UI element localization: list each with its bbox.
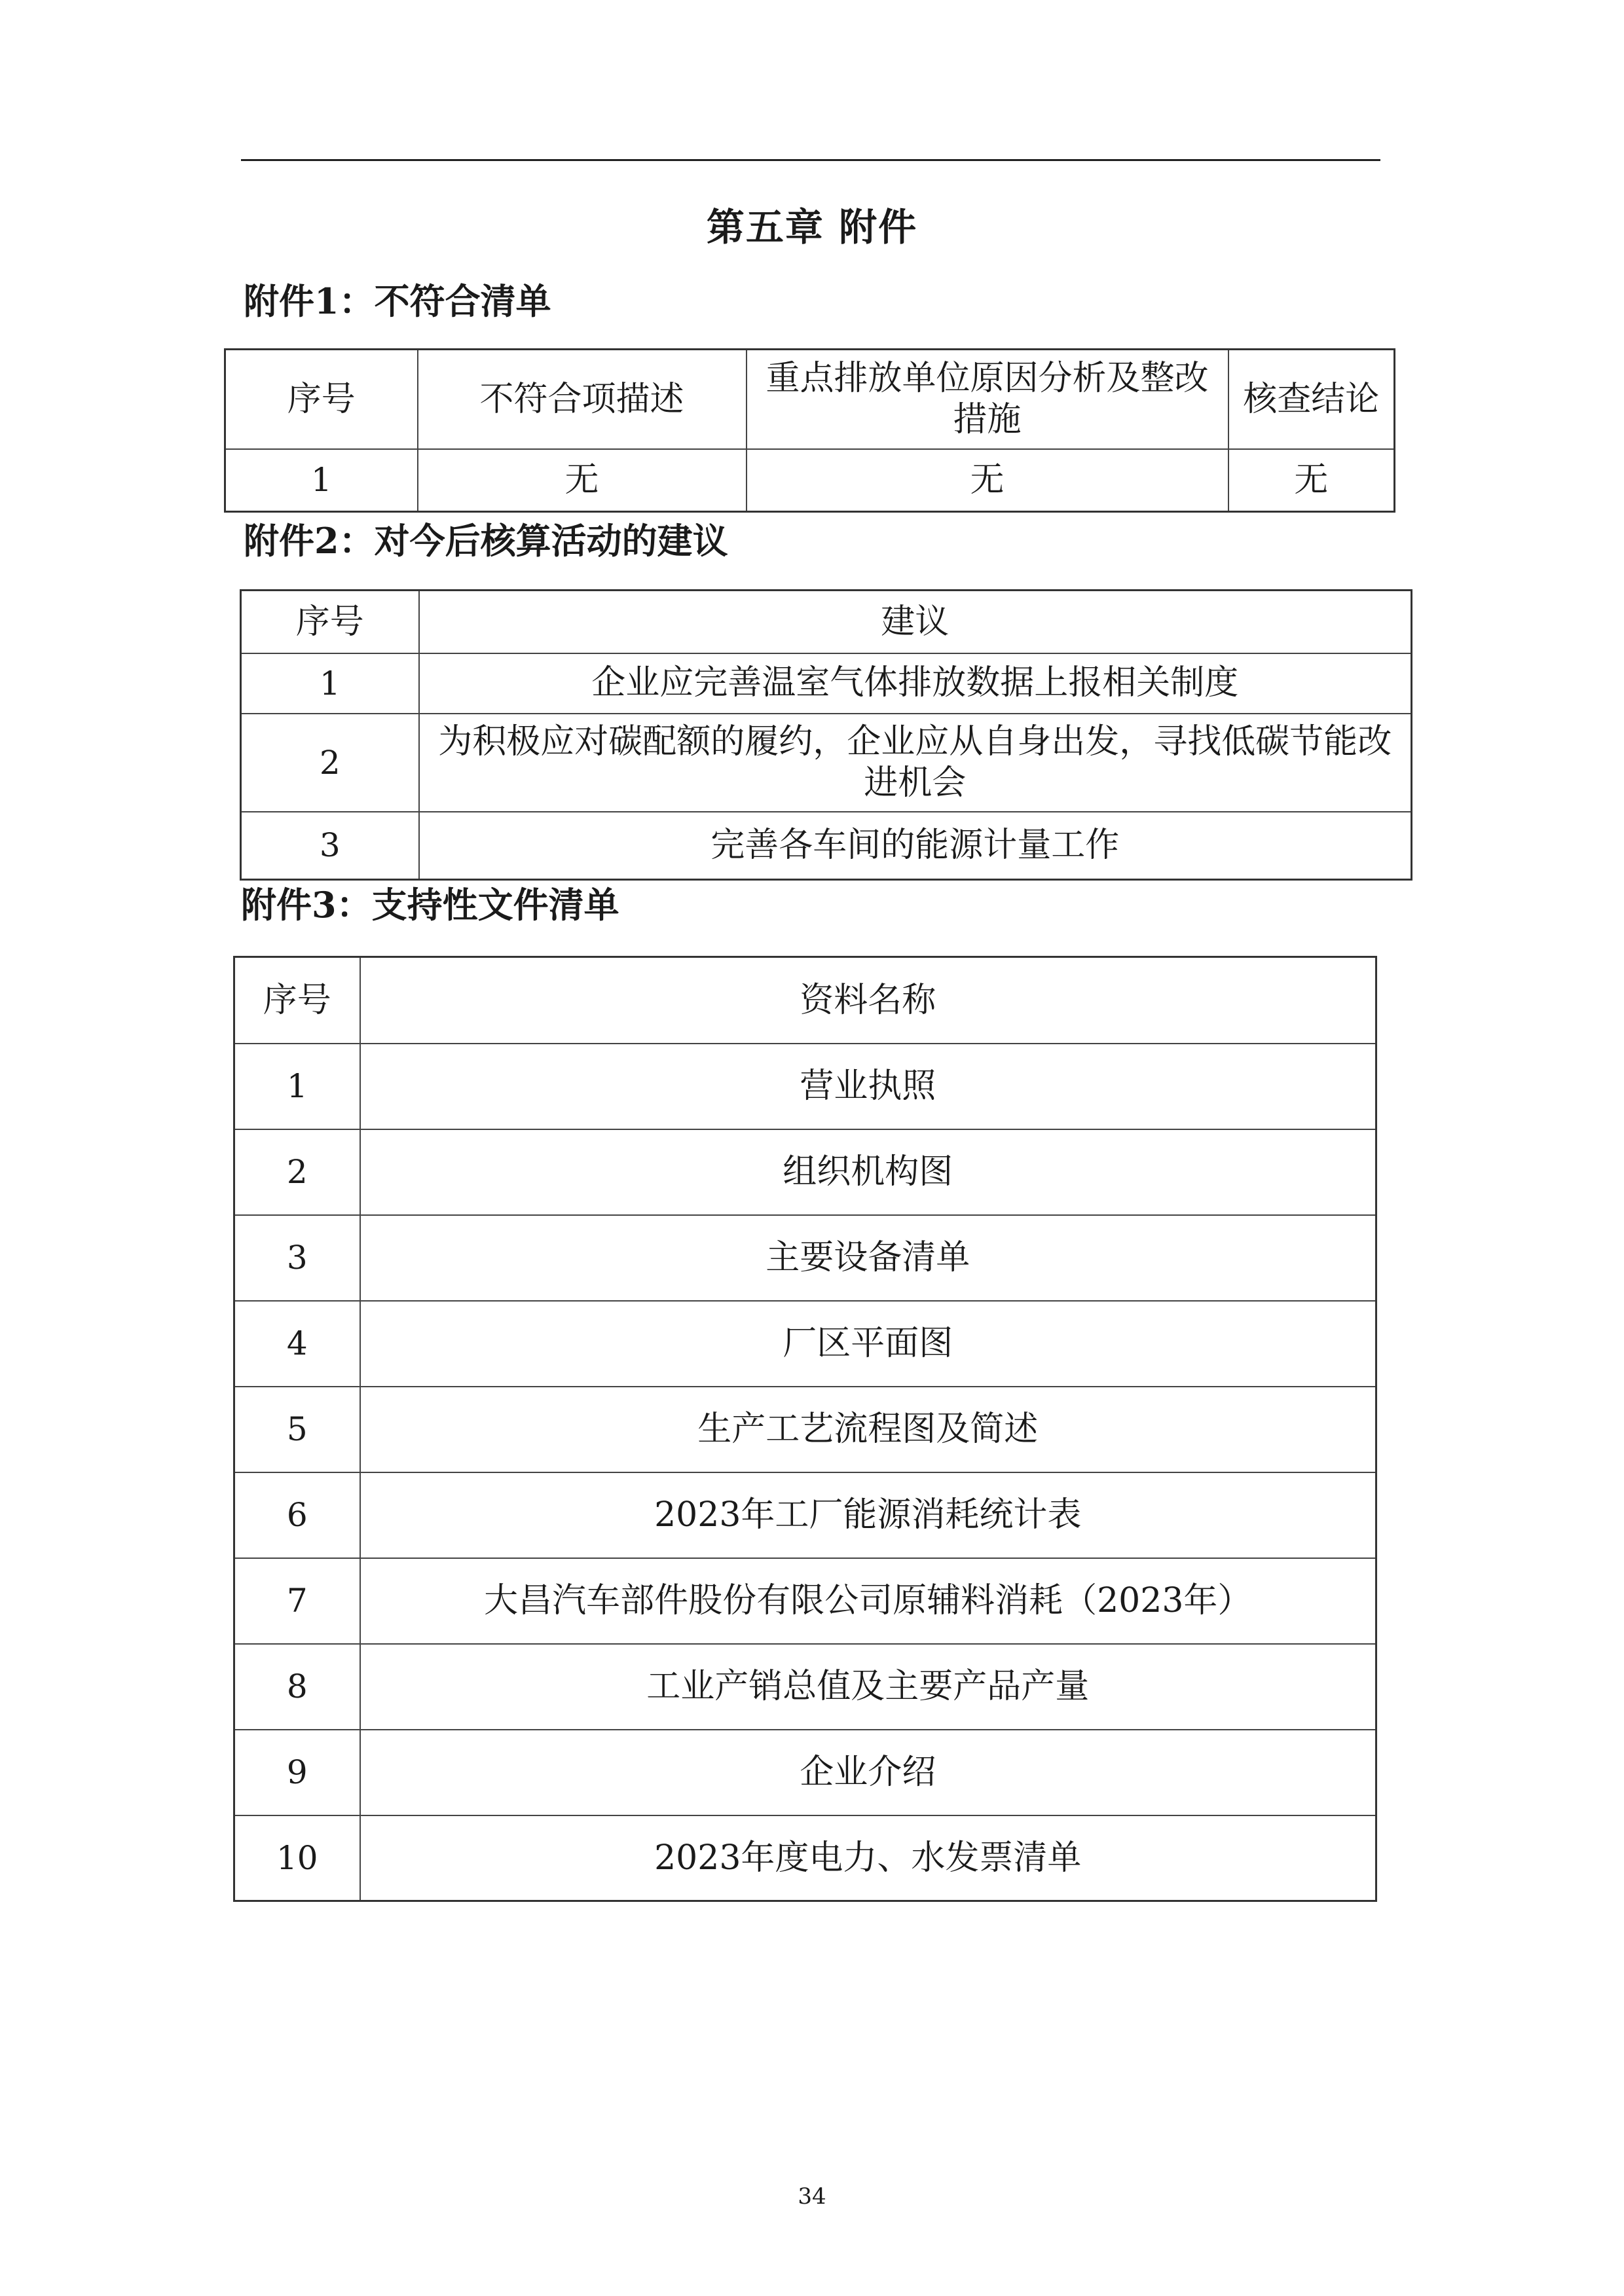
table-row	[234, 1301, 1376, 1387]
table-cell: 组织机构图	[360, 1129, 1376, 1215]
row-number: 3	[241, 812, 419, 880]
table-row	[234, 1558, 1376, 1644]
table-cell: 无	[418, 449, 747, 512]
row-number: 10	[234, 1815, 360, 1901]
nonconformity-table	[224, 348, 1395, 513]
table-cell: 无	[747, 449, 1228, 512]
table-cell: 生产工艺流程图及简述	[360, 1387, 1376, 1472]
table-cell: 2023年工厂能源消耗统计表	[360, 1472, 1376, 1558]
row-number: 3	[234, 1215, 360, 1301]
table-cell: 为积极应对碳配额的履约，企业应从自身出发，寻找低碳节能改进机会	[419, 714, 1412, 812]
header-cell: 核查结论	[1228, 350, 1395, 449]
table-row	[241, 653, 1412, 714]
table-row	[241, 812, 1412, 880]
header-cell: 序号	[241, 591, 419, 653]
row-number: 9	[234, 1730, 360, 1815]
table-row	[234, 1044, 1376, 1129]
supporting-documents-table	[233, 956, 1377, 1902]
table-row	[234, 1730, 1376, 1815]
table-row	[234, 1472, 1376, 1558]
table-cell: 完善各车间的能源计量工作	[419, 812, 1412, 880]
table-cell: 企业介绍	[360, 1730, 1376, 1815]
row-number: 2	[241, 714, 419, 812]
table-cell: 营业执照	[360, 1044, 1376, 1129]
table-row	[234, 1129, 1376, 1215]
chapter-title: 第五章 附件	[706, 205, 918, 249]
header-cell: 资料名称	[360, 957, 1376, 1044]
table-header-row	[225, 350, 1395, 449]
table-row	[234, 1387, 1376, 1472]
table-cell: 企业应完善温室气体排放数据上报相关制度	[419, 653, 1412, 714]
suggestions-table	[240, 589, 1412, 881]
row-number: 2	[234, 1129, 360, 1215]
table-cell: 工业产销总值及主要产品产量	[360, 1644, 1376, 1730]
row-number: 5	[234, 1387, 360, 1472]
row-number: 6	[234, 1472, 360, 1558]
row-number: 4	[234, 1301, 360, 1387]
header-cell: 重点排放单位原因分析及整改措施	[747, 350, 1228, 449]
table-cell: 厂区平面图	[360, 1301, 1376, 1387]
header-cell: 建议	[419, 591, 1412, 653]
table-row	[234, 1215, 1376, 1301]
page-number: 34	[798, 2183, 826, 2210]
row-number: 8	[234, 1644, 360, 1730]
table-header-row	[241, 591, 1412, 653]
header-cell: 序号	[234, 957, 360, 1044]
row-number: 1	[241, 653, 419, 714]
attachment2-heading: 附件2：对今后核算活动的建议	[244, 520, 728, 562]
table-row	[225, 449, 1395, 512]
row-number: 1	[234, 1044, 360, 1129]
table-row	[234, 1815, 1376, 1901]
table-cell: 无	[1228, 449, 1395, 512]
header-cell: 不符合项描述	[418, 350, 747, 449]
row-number: 1	[225, 449, 418, 512]
table-cell: 2023年度电力、水发票清单	[360, 1815, 1376, 1901]
attachment3-heading: 附件3：支持性文件清单	[241, 884, 619, 926]
header-cell: 序号	[225, 350, 418, 449]
table-row	[241, 714, 1412, 812]
header-rule	[241, 159, 1380, 161]
table-cell: 主要设备清单	[360, 1215, 1376, 1301]
attachment1-heading: 附件1：不符合清单	[244, 280, 551, 322]
table-row	[234, 1644, 1376, 1730]
row-number: 7	[234, 1558, 360, 1644]
table-header-row	[234, 957, 1376, 1044]
table-cell: 大昌汽车部件股份有限公司原辅料消耗（2023年）	[360, 1558, 1376, 1644]
